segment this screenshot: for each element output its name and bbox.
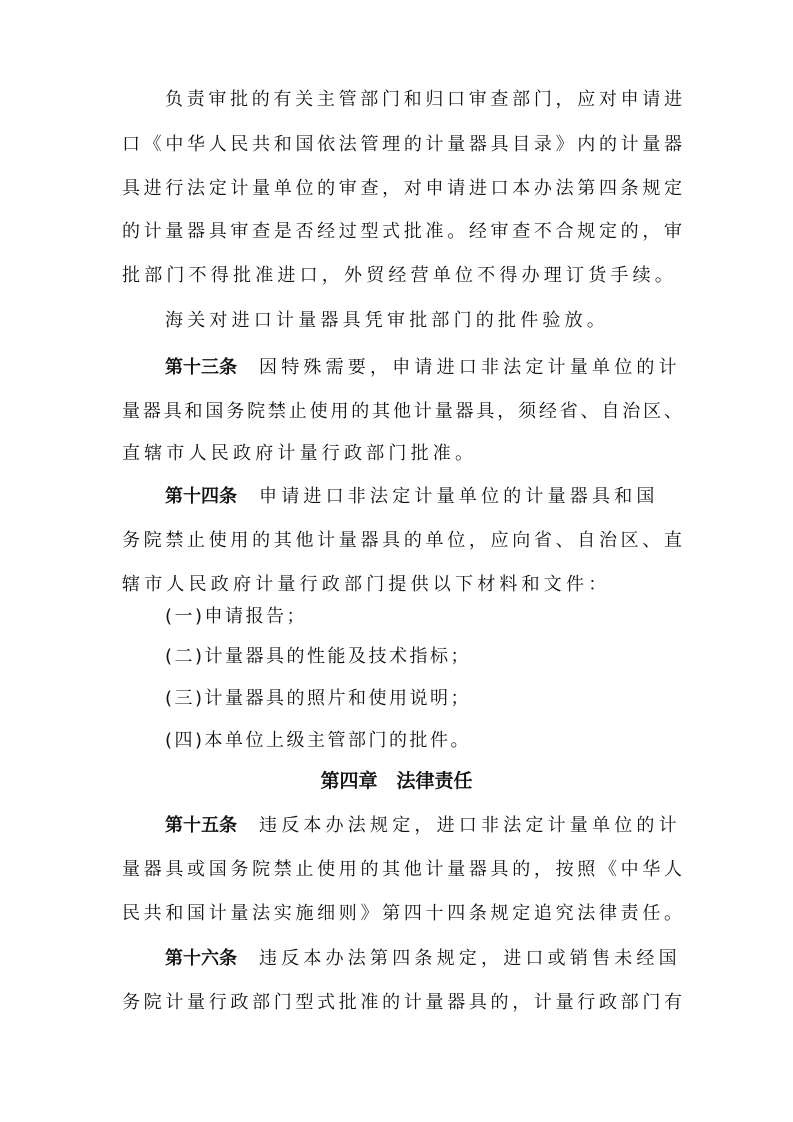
article-15-text: 违反本办法规定，进口非法定计量单位的计 [259,815,681,836]
text-line: 批部门不得批准进口，外贸经营单位不得办理订货手续。 [122,265,677,286]
article-14-first-line [165,485,682,509]
article-13-title: 第十三条 [165,357,237,378]
text-line: 海关对进口计量器具凭审批部门的批件验放。 [165,310,609,331]
article-16-first-line [165,947,682,971]
article-15-first-line [165,814,682,838]
text-line: 负责审批的有关主管部门和归口审查部门，应对申请进 [165,89,682,110]
text-line: 量器具或国务院禁止使用的其他计量器具的，按照《中华人 [122,859,682,880]
article-13-first-line [165,356,682,380]
chapter-heading: 第四章 法律责任 [320,770,473,792]
article-13-text: 因特殊需要，申请进口非法定计量单位的计 [259,357,681,378]
text-line: 的计量器具审查是否经过型式批准。经审查不合规定的，审 [122,221,682,242]
article-16-title: 第十六条 [165,948,237,969]
list-item: (三)计量器具的照片和使用说明； [165,688,472,709]
text-line: 口《中华人民共和国依法管理的计量器具目录》内的计量器 [122,134,682,155]
text-line: 民共和国计量法实施细则》第四十四条规定追究法律责任。 [122,903,682,924]
article-14-title: 第十四条 [165,486,237,507]
article-15-title: 第十五条 [165,815,237,836]
text-line: 具进行法定计量单位的审查，对申请进口本办法第四条规定 [122,178,682,199]
text-line: 务院计量行政部门型式批准的计量器具的，计量行政部门有 [122,992,682,1013]
article-14-text: 申请进口非法定计量单位的计量器具和国 [259,486,659,507]
text-line: 务院禁止使用的其他计量器具的单位，应向省、自治区、直 [122,530,682,551]
list-item: (四)本单位上级主管部门的批件。 [165,730,472,751]
article-16-text: 违反本办法第四条规定，进口或销售未经国 [259,948,681,969]
text-line: 辖市人民政府计量行政部门提供以下材料和文件： [122,574,611,595]
list-item: (二)计量器具的性能及技术指标； [165,646,472,667]
text-line: 直辖市人民政府计量行政部门批准。 [122,443,478,464]
list-item: (一)申请报告； [165,606,308,627]
text-line: 量器具和国务院禁止使用的其他计量器具，须经省、自治区、 [122,401,682,422]
